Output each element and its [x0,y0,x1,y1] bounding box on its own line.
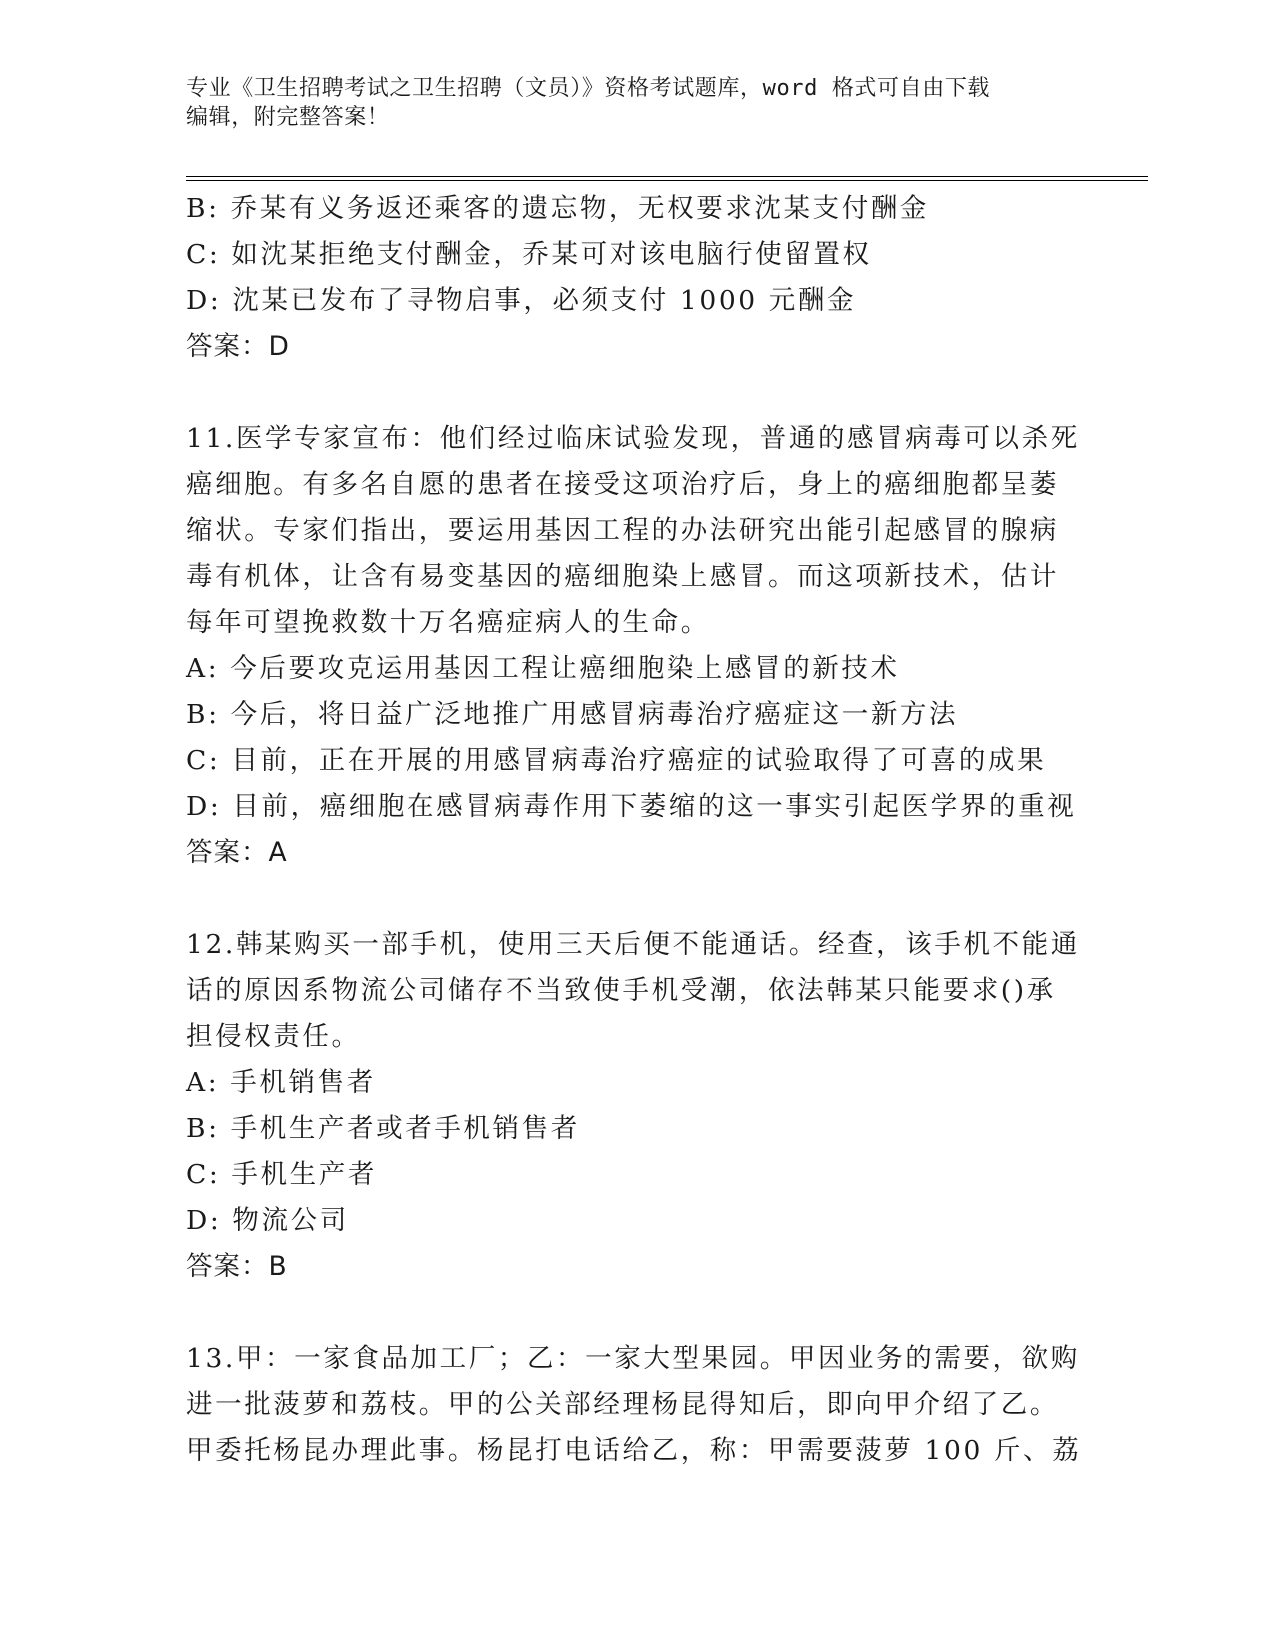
option-d: D: 物流公司 [186,1205,349,1236]
option-b: B: 手机生产者或者手机销售者 [186,1113,580,1144]
document-header [186,74,1086,132]
option-b: B: 乔某有义务返还乘客的遗忘物，无权要求沈某支付酬金 [186,193,930,224]
answer-line: 答案：D [186,331,290,362]
question-stem-line: 12.韩某购买一部手机，使用三天后便不能通话。经查，该手机不能通 [186,929,1080,960]
option-a: A: 手机销售者 [186,1067,376,1098]
option-c: C: 如沈某拒绝支付酬金，乔某可对该电脑行使留置权 [186,239,872,270]
question-stem-line: 缩状。专家们指出，要运用基因工程的办法研究出能引起感冒的腺病 [186,515,1059,546]
header-divider [186,176,1148,181]
option-d: D: 沈某已发布了寻物启事，必须支付 1000 元酬金 [186,285,857,316]
spacer [186,370,1086,416]
question-stem-line: 每年可望挽救数十万名癌症病人的生命。 [186,607,710,638]
document-body [186,186,1086,1474]
question-11 [186,416,1086,876]
header-line-1: 专业《卫生招聘考试之卫生招聘（文员）》资格考试题库，word 格式可自由下载 [186,76,991,101]
header-line-2: 编辑，附完整答案！ [186,105,390,130]
spacer [186,876,1086,922]
option-a: A: 今后要攻克运用基因工程让癌细胞染上感冒的新技术 [186,653,900,684]
option-c: C: 手机生产者 [186,1159,377,1190]
answer-line: 答案：B [186,1251,288,1282]
answer-line: 答案：A [186,837,288,868]
option-b: B: 今后，将日益广泛地推广用感冒病毒治疗癌症这一新方法 [186,699,959,730]
question-stem-line: 13.甲：一家食品加工厂；乙：一家大型果园。甲因业务的需要，欲购 [186,1343,1080,1374]
question-stem-line: 进一批菠萝和荔枝。甲的公关部经理杨昆得知后，即向甲介绍了乙。 [186,1389,1059,1420]
question-stem-line: 癌细胞。有多名自愿的患者在接受这项治疗后，身上的癌细胞都呈萎 [186,469,1059,500]
question-stem-line: 毒有机体，让含有易变基因的癌细胞染上感冒。而这项新技术，估计 [186,561,1059,592]
option-c: C: 目前，正在开展的用感冒病毒治疗癌症的试验取得了可喜的成果 [186,745,1047,776]
question-stem-line: 话的原因系物流公司储存不当致使手机受潮，依法韩某只能要求()承 [186,975,1056,1006]
spacer [186,1290,1086,1336]
question-12 [186,922,1086,1290]
question-stem-line: 甲委托杨昆办理此事。杨昆打电话给乙，称：甲需要菠萝 100 斤、荔 [186,1435,1082,1466]
question-stem-line: 担侵权责任。 [186,1021,361,1052]
question-stem-line: 11.医学专家宣布：他们经过临床试验发现，普通的感冒病毒可以杀死 [186,423,1080,454]
question-13 [186,1336,1086,1474]
option-d: D: 目前，癌细胞在感冒病毒作用下萎缩的这一事实引起医学界的重视 [186,791,1077,822]
question-10-tail [186,186,1086,370]
